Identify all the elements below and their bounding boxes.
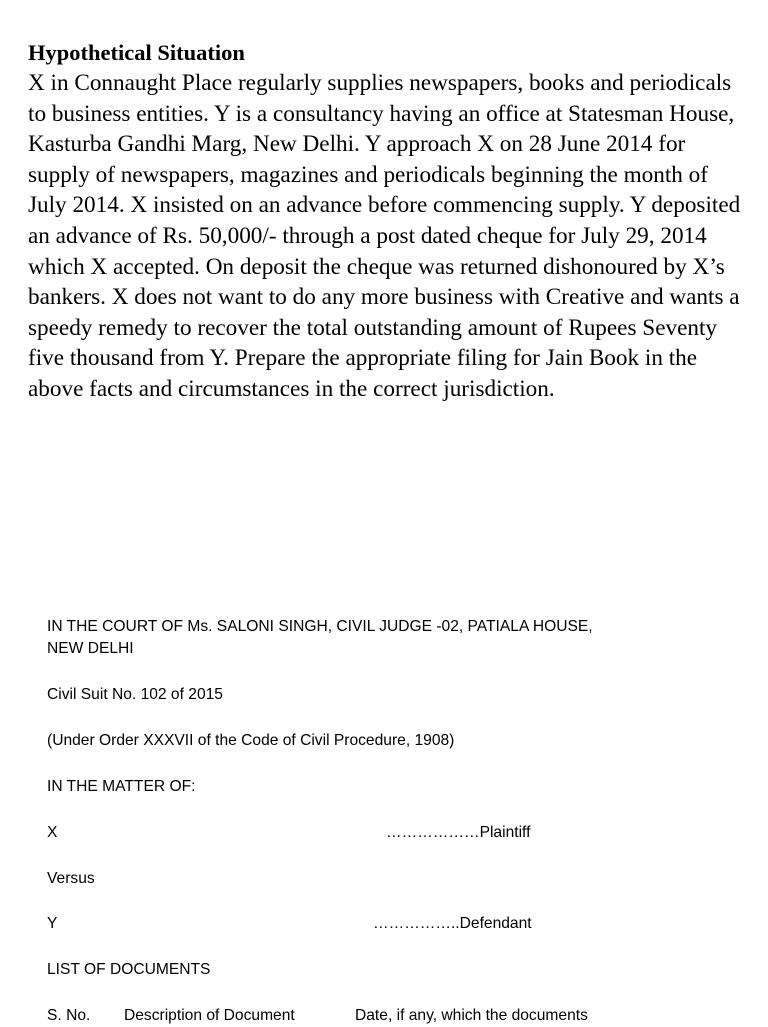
versus-label: Versus bbox=[47, 870, 95, 887]
hypothetical-title: Hypothetical Situation bbox=[28, 40, 245, 65]
defendant-role: ……………..Defendant bbox=[373, 915, 532, 932]
column-description: Description of Document bbox=[124, 1007, 295, 1024]
hypothetical-body: X in Connaught Place regularly supplies newspapers, books and periodicals to business entities. Y is a consultancy having an office at Statesman House, Kasturba Gandhi Marg, New Delhi. Y approach X on 28 June 2014 for supply of newspapers, magazines and periodicals beginning the month of July 2014. X insisted on an advance before commencing supply. Y deposited an advance of Rs. 50,000/- through a post dated cheque for July 29, 2014 which X accepted. On deposit the cheque was returned dishonoured by X’s bankers. X does not want to do any more business with Creative and wants a speedy remedy to recover the total outstanding amount of Rupees Seventy five thousand from Y. Prepare the appropriate filing for Jain Book in the above facts and circumstances in the correct jurisdiction. bbox=[28, 70, 741, 402]
column-sno: S. No. bbox=[47, 1007, 91, 1024]
court-filing bbox=[47, 616, 747, 1027]
suit-number: Civil Suit No. 102 of 2015 bbox=[47, 686, 223, 703]
plaintiff-row bbox=[47, 822, 747, 844]
hypothetical-situation bbox=[28, 38, 743, 405]
plaintiff-name: X bbox=[47, 824, 58, 841]
defendant-row bbox=[47, 913, 747, 935]
plaintiff-role: ………………Plaintiff bbox=[386, 824, 531, 841]
list-of-documents-title: LIST OF DOCUMENTS bbox=[47, 961, 211, 978]
matter-label: IN THE MATTER OF: bbox=[47, 778, 196, 795]
column-date: Date, if any, which the documents bbox=[355, 1007, 588, 1024]
order-reference: (Under Order XXXVII of the Code of Civil Procedure, 1908) bbox=[47, 732, 455, 749]
defendant-name: Y bbox=[47, 915, 58, 932]
court-heading: IN THE COURT OF Ms. SALONI SINGH, CIVIL JUDGE -02, PATIALA HOUSE, NEW DELHI bbox=[47, 618, 593, 657]
